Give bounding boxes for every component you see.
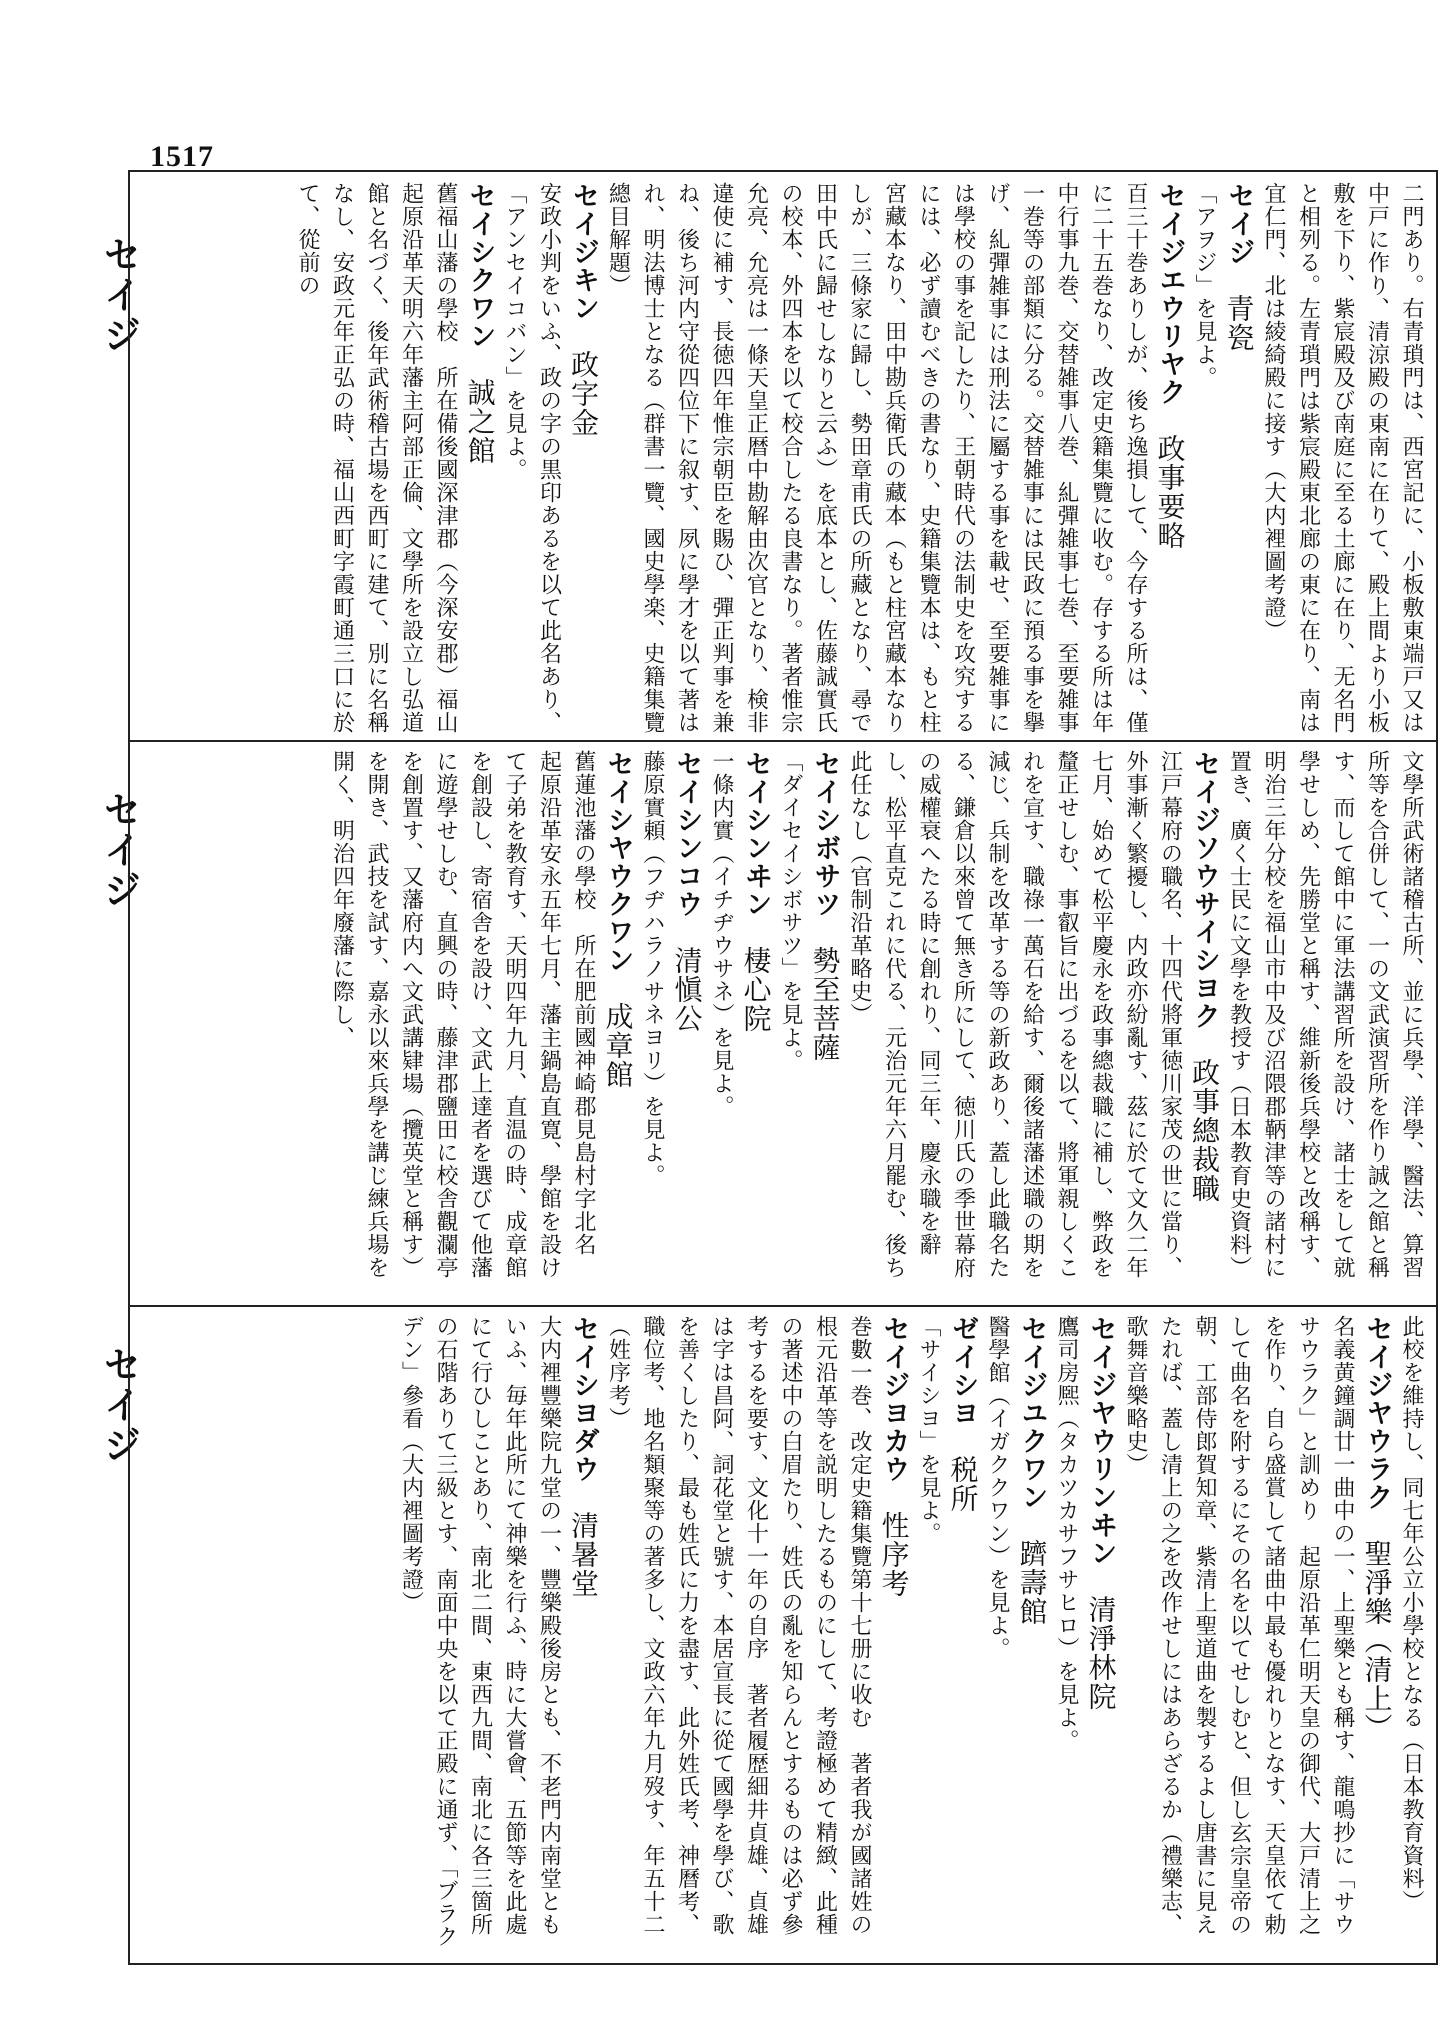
entry-headword: セイジ (1223, 182, 1255, 266)
dictionary-entry (1221, 750, 1428, 1298)
entry-headword: セイシヨダウ (568, 1315, 599, 1483)
section-divider-2 (128, 1305, 1438, 1307)
entry-text: 一條内實（イチヂウサネ）を見よ。 (709, 750, 734, 1118)
entry-text: 「ダイセイシボサツ」を見よ。 (778, 750, 803, 1072)
entry-kanji: 政事總裁職 (1188, 1058, 1221, 1203)
dictionary-entry (773, 750, 842, 1298)
dictionary-entry (1118, 1315, 1394, 1955)
dictionary-entry (497, 182, 601, 734)
dictionary-entry (324, 750, 635, 1298)
entry-text: 鷹司房熈（タカツカサフサヒロ）を見よ。 (1054, 1315, 1079, 1752)
dictionary-entry (635, 750, 704, 1298)
side-label-middle: セイジ (97, 790, 141, 910)
entry-kanji: 政字金 (567, 350, 600, 437)
entry-headword: セイジエウリヤク (1154, 182, 1186, 406)
entry-text: 名義黄鐘調廿一曲中の一、上聖樂とも稱す、龍鳴抄に「サウサウラク」と訓めり 起原沿革仁明天皇の御代、大戸清上之を作り、自ら盛賞して諸曲中最も優れりとなす、天皇依て勅して曲名を附するにその名を以てせしむと、但し玄宗皇帝の朝、工部侍郎賀知章、紫清上聖道曲を製するよし唐書に見えたれば、蓋し清上の之を改作せしにはあらざるか（禮樂志、歌舞音樂略史） (1123, 1315, 1355, 1936)
section-divider-1 (128, 740, 1438, 742)
section-bottom (143, 1315, 1428, 1955)
entry-text: 「サイシヨ」を見よ。 (916, 1315, 941, 1545)
section-top (143, 182, 1428, 734)
entry-headword: セイジキン (568, 182, 599, 322)
dictionary-entry (1256, 182, 1429, 734)
side-label-bottom: セイジ (97, 1345, 141, 1465)
entry-headword: セイシボサツ (809, 750, 841, 918)
entry-text: 醫學館（イガククワン）を見よ。 (985, 1315, 1010, 1660)
entry-text: 百三十巻ありしが、後ち逸損して、今存する所は、僅に二十五巻なり、改定史籍集覽に收む。存する所は年中行事九巻、交替雑事八巻、糺彈雑事七巻、至要雑事一巻等の部類に分る。交替雑事には民政に預る事を擧げ、糺彈雑事には刑法に屬する事を載せ、至要雑事には學校の事を記したり、王朝時代の法制史を攻究するには、必ず讀むべきの書なり、史籍集覽本は、もと柱宮藏本なり、田中勘兵衛氏の藏本（もと柱宮藏本なりしが、三條家に歸し、勢田章甫氏の所藏となり、尋で田中氏に歸せしなりと云ふ）を底本とし、佐藤誠實氏の校本、外四本を以て校合したる良書なり。著者惟宗允亮、允亮は一條天皇正暦中勘解由次官となり、検非違使に補す、長徳四年惟宗朝臣を賜ひ、彈正判事を兼ね、後ち河内守從四位下に叙す、夙に學才を以て著はれ、明法博士となる（群書一覽、國史學楽、史籍集覽總目解題） (605, 182, 1148, 734)
dictionary-entry (600, 182, 1187, 734)
dictionary-entry (1394, 1315, 1429, 1955)
entry-kanji: 躋壽館 (1015, 1539, 1049, 1626)
entry-kanji: 政事要略 (1153, 434, 1187, 550)
dictionary-entry (980, 1315, 1049, 1955)
page-number: 1517 (150, 140, 214, 173)
dictionary-entry (290, 182, 497, 734)
entry-text: 安政小判をいふ、政の字の黒印あるを以て此名あり、「アンセイコバン」を見よ。 (502, 182, 562, 734)
entry-headword: セイシヤウクワン (602, 750, 634, 974)
entry-kanji: 税所 (946, 1455, 980, 1513)
entry-text: 此校を維持し、同七年公立小學校となる（日本教育資料） (1399, 1315, 1424, 1913)
entry-kanji: 棲心院 (739, 946, 773, 1033)
dictionary-entry (911, 1315, 980, 1955)
entry-headword: セイジヤウラク (1361, 1315, 1393, 1511)
entry-headword: セイシンヰン (740, 750, 772, 918)
entry-headword: セイジヤウリンヰン (1085, 1315, 1117, 1567)
entry-headword: セイジヨカウ (878, 1315, 910, 1483)
entry-headword: ゼイシヨ (947, 1315, 979, 1427)
dictionary-entry (600, 1315, 911, 1955)
entry-kanji: 性序考 (877, 1511, 911, 1598)
dictionary-entry (842, 750, 1222, 1298)
entry-text: 舊福山藩の學校 所在備後國深津郡（今深安郡）福山 起原沿革天明六年藩主阿部正倫、文學所を設立し弘道館と名づく、後年武術稽古場を西町に建て、別に名稱なし、安政元年正弘の時、福山西町字霞町通三口に於て、從前の (295, 182, 458, 734)
entry-kanji: 聖淨樂（清上） (1360, 1539, 1394, 1742)
entry-headword: セイシンコウ (671, 750, 703, 918)
entry-kanji: 清淨林院 (1084, 1595, 1118, 1711)
entry-headword: セイジユクワン (1016, 1315, 1048, 1511)
entry-text: 藤原實頼（フヂハラノサネヨリ）を見よ。 (640, 750, 665, 1187)
dictionary-entry (704, 750, 773, 1298)
side-label-top: セイジ (97, 235, 141, 355)
dictionary-entry (393, 1315, 600, 1955)
entry-text: 「アヲジ」を見よ。 (1192, 182, 1217, 389)
dictionary-entry (1187, 182, 1256, 734)
entry-text: 江戸幕府の職名、十四代將軍徳川家茂の世に當り、外事漸く繁擾し、内政亦紛亂す、茲に於て文久二年七月、始めて松平慶永を政事總裁職に補し、弊政を釐正せしむ、事叡旨に出づるを以て、將軍親しくこれを宣す、職祿一萬石を給す、爾後諸藩述職の期を減じ、兵制を改革する等の新政あり、蓋し此職名たる、鎌倉以來曾て無き所にして、徳川氏の季世幕府の威權衰へたる時に創れり、同三年、慶永職を辭し、松平直克これに代る、元治元年六月罷む、後ち此任なし（官制沿革略史） (847, 750, 1183, 1279)
entry-kanji: 青瓷 (1222, 294, 1256, 352)
entry-text: 巻數一巻、改定史籍集覽第十七册に收む 著者我が國諸姓の根元沿革等を説明したるものにして、考證極めて精緻、此種の著述中の白眉たり、姓氏の亂を知らんとするものは必ず參考するを要す、文化十一年の自序 著者履歴細井貞雄、貞雄は字は昌阿、詞花堂と號す、本居宣長に從て國學を學び、歌を善くしたり、最も姓氏に力を盡す、此外姓氏考、神曆考、職位考、地名類聚等の著多し、文政六年九月歿す、年五十二（姓序考） (605, 1315, 872, 1936)
entry-kanji: 清愼公 (670, 946, 704, 1033)
entry-kanji: 誠之館 (463, 378, 497, 465)
section-middle (143, 750, 1428, 1298)
entry-kanji: 成章館 (601, 1002, 635, 1089)
entry-headword: セイシクワン (464, 182, 496, 350)
entry-text: 二門あり。右青瑣門は、西宮記に、小板敷東端戸又は中戸に作り、清涼殿の東南に在りて、殿上間より小板敷を下り、紫宸殿及び南庭に至る土廊に在り、无名門と相列る。左青瑣門は紫宸殿東北廊の東に在り、南は宜仁門、北は綾綺殿に接す（大内裡圖考證） (1261, 182, 1424, 734)
entry-headword: セイジソウサイシヨク (1189, 750, 1220, 1030)
entry-kanji: 勢至菩薩 (808, 946, 842, 1062)
entry-kanji: 清暑堂 (567, 1511, 600, 1598)
entry-text: 文學所武術諸稽古所、並に兵學、洋學、醫法、算習所等を合併して、一の文武演習所を作り誠之館と稱す、而して館中に軍法講習所を設け、諸士をして就學せしめ、先勝堂と稱す、維新後兵學校と改稱す、明治三年分校を福山市中及び沼隈郡鞆津等の諸村に置き、廣く士民に文學を教授す（日本教育史資料） (1226, 750, 1424, 1279)
entry-text: 大内裡豐樂院九堂の一、豐樂殿後房とも、不老門内南堂ともいふ、毎年此所にて神樂を行ふ、時に大嘗會、五節等を此處にて行ひしことあり、南北二間、東西九間、南北に各三箇所の石階ありて三級とす、南面中央を以て正殿に通ず、「ブラクデン」參看（大内裡圖考證） (398, 1315, 562, 1948)
dictionary-entry (1049, 1315, 1118, 1955)
entry-text: 舊蓮池藩の學校 所在肥前國神崎郡見島村字北名 起原沿革安永五年七月、藩主鍋島直寛、學館を設けて子弟を教育す、天明四年九月、直温の時、成章館を創設し、寄宿舎を設け、文武上達者を選びて他藩に遊學せしむ、直興の時、藤津郡鹽田に校舎觀瀾亭を創置す、又藩府内へ文武講肄場（攬英堂と稱す）を開き、武技を試す、嘉永以來兵學を講じ練兵場を開く、明治四年廢藩に際し、 (329, 750, 596, 1279)
